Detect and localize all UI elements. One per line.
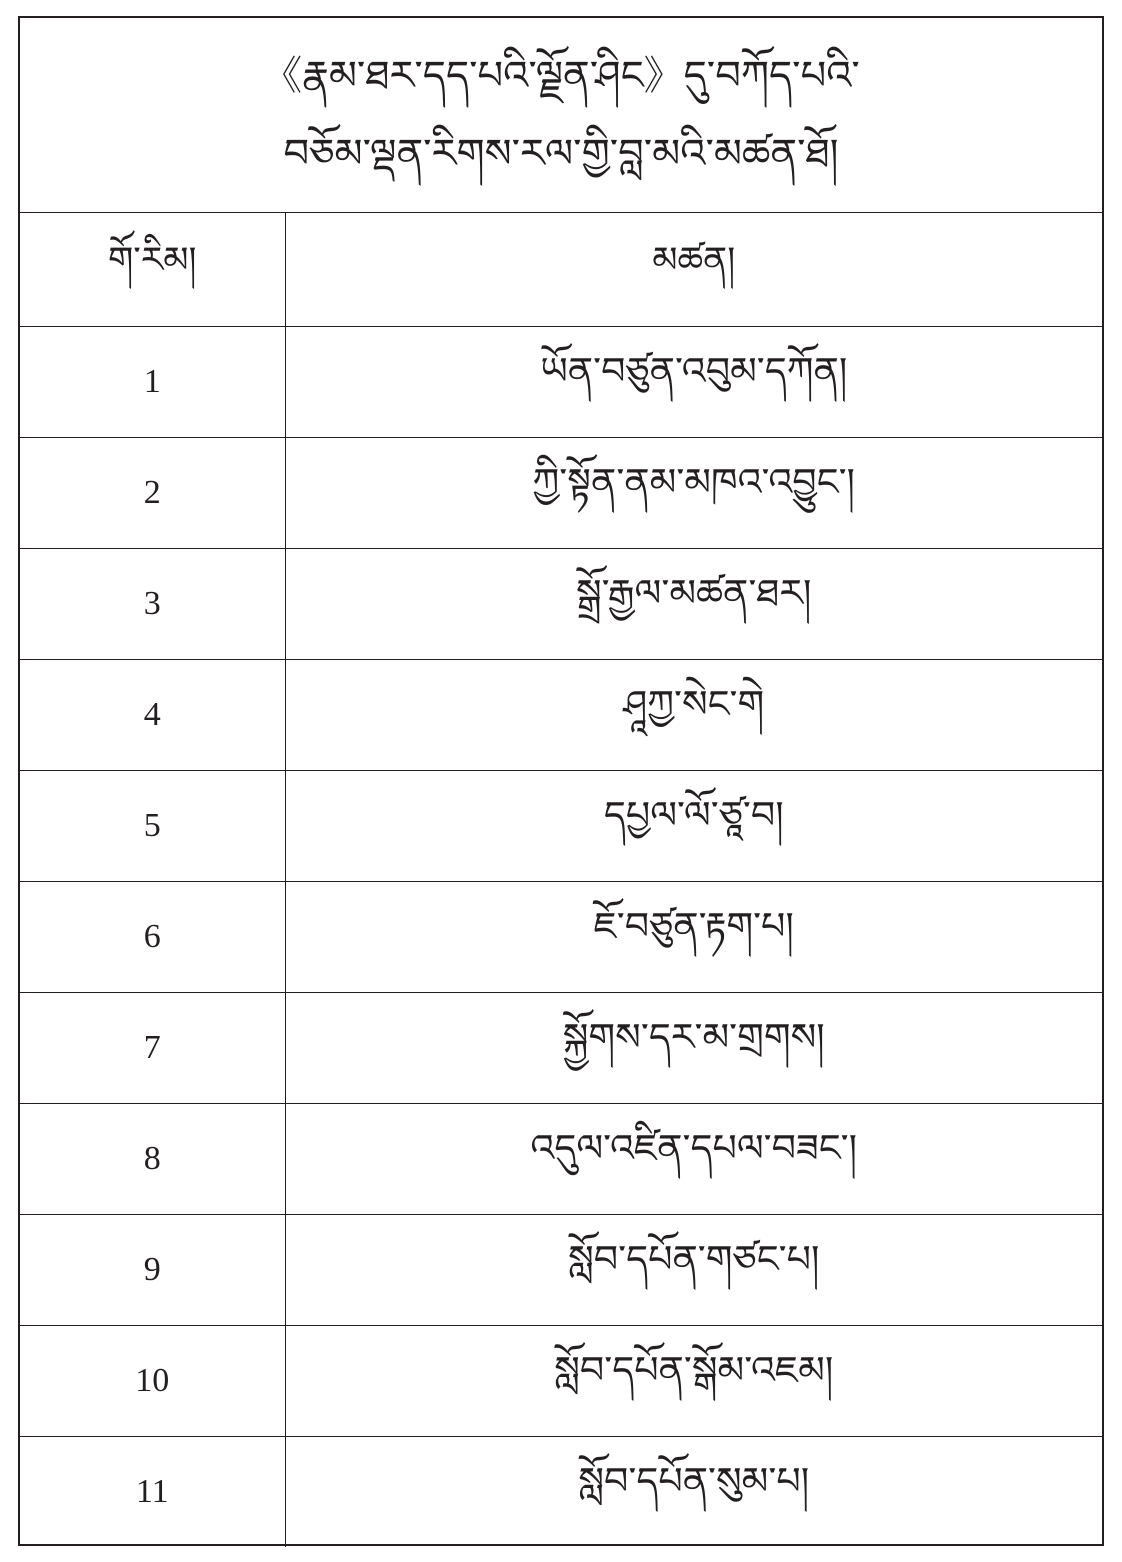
row-name: འདུལ་འཛིན་དཔལ་བཟང་། <box>285 1104 1102 1215</box>
row-number: 2 <box>20 438 285 549</box>
table-row <box>20 549 1102 660</box>
table-row <box>20 660 1102 771</box>
row-name: དཔྱལ་ལོ་ཙཱ་བ། <box>285 771 1102 882</box>
row-name: ཡོན་བཙུན་འབུམ་དཀོན། <box>285 327 1102 438</box>
row-number: 7 <box>20 993 285 1104</box>
row-number: 8 <box>20 1104 285 1215</box>
row-number: 11 <box>20 1437 285 1548</box>
row-number: 6 <box>20 882 285 993</box>
row-name: སྐྱོགས་དར་མ་གྲགས། <box>285 993 1102 1104</box>
row-name: སློབ་དཔོན་གཙང་པ། <box>285 1215 1102 1326</box>
table-row <box>20 771 1102 882</box>
table-row <box>20 327 1102 438</box>
table-row <box>20 1326 1102 1437</box>
names-table <box>20 213 1102 1547</box>
row-name: ཤཱཀྱ་སེང་གེ <box>285 660 1102 771</box>
title-line-1: 《རྣམ་ཐར་དད་པའི་ལྗོན་ཤིང》དུ་བཀོད་པའི་ <box>262 53 860 99</box>
row-number: 3 <box>20 549 285 660</box>
row-number: 5 <box>20 771 285 882</box>
table-row <box>20 1104 1102 1215</box>
row-name: སློབ་དཔོན་སུམ་པ། <box>285 1437 1102 1548</box>
row-number: 10 <box>20 1326 285 1437</box>
row-name: ཀྱི་སྟོན་ནམ་མཁའ་འབྱུང་། <box>285 438 1102 549</box>
row-number: 4 <box>20 660 285 771</box>
header-order: གོ་རིམ། <box>20 213 285 327</box>
row-number: 1 <box>20 327 285 438</box>
table-header-row <box>20 213 1102 327</box>
title-block <box>20 18 1102 213</box>
lineage-table-document <box>18 16 1104 1546</box>
row-number: 9 <box>20 1215 285 1326</box>
row-name: ཇོ་བཙུན་རྟག་པ། <box>285 882 1102 993</box>
row-name: སློབ་དཔོན་སྒོམ་འཇམ། <box>285 1326 1102 1437</box>
title-line-2: བཅོམ་ལྡན་རིགས་རལ་གྱི་བླ་མའི་མཚན་ཐོ། <box>283 131 839 177</box>
table-row <box>20 993 1102 1104</box>
row-name: སྒྲོ་རྒྱལ་མཚན་ཐར། <box>285 549 1102 660</box>
table-row <box>20 1215 1102 1326</box>
table-row <box>20 438 1102 549</box>
table-row <box>20 882 1102 993</box>
table-row <box>20 1437 1102 1548</box>
header-name: མཚན། <box>652 239 736 281</box>
